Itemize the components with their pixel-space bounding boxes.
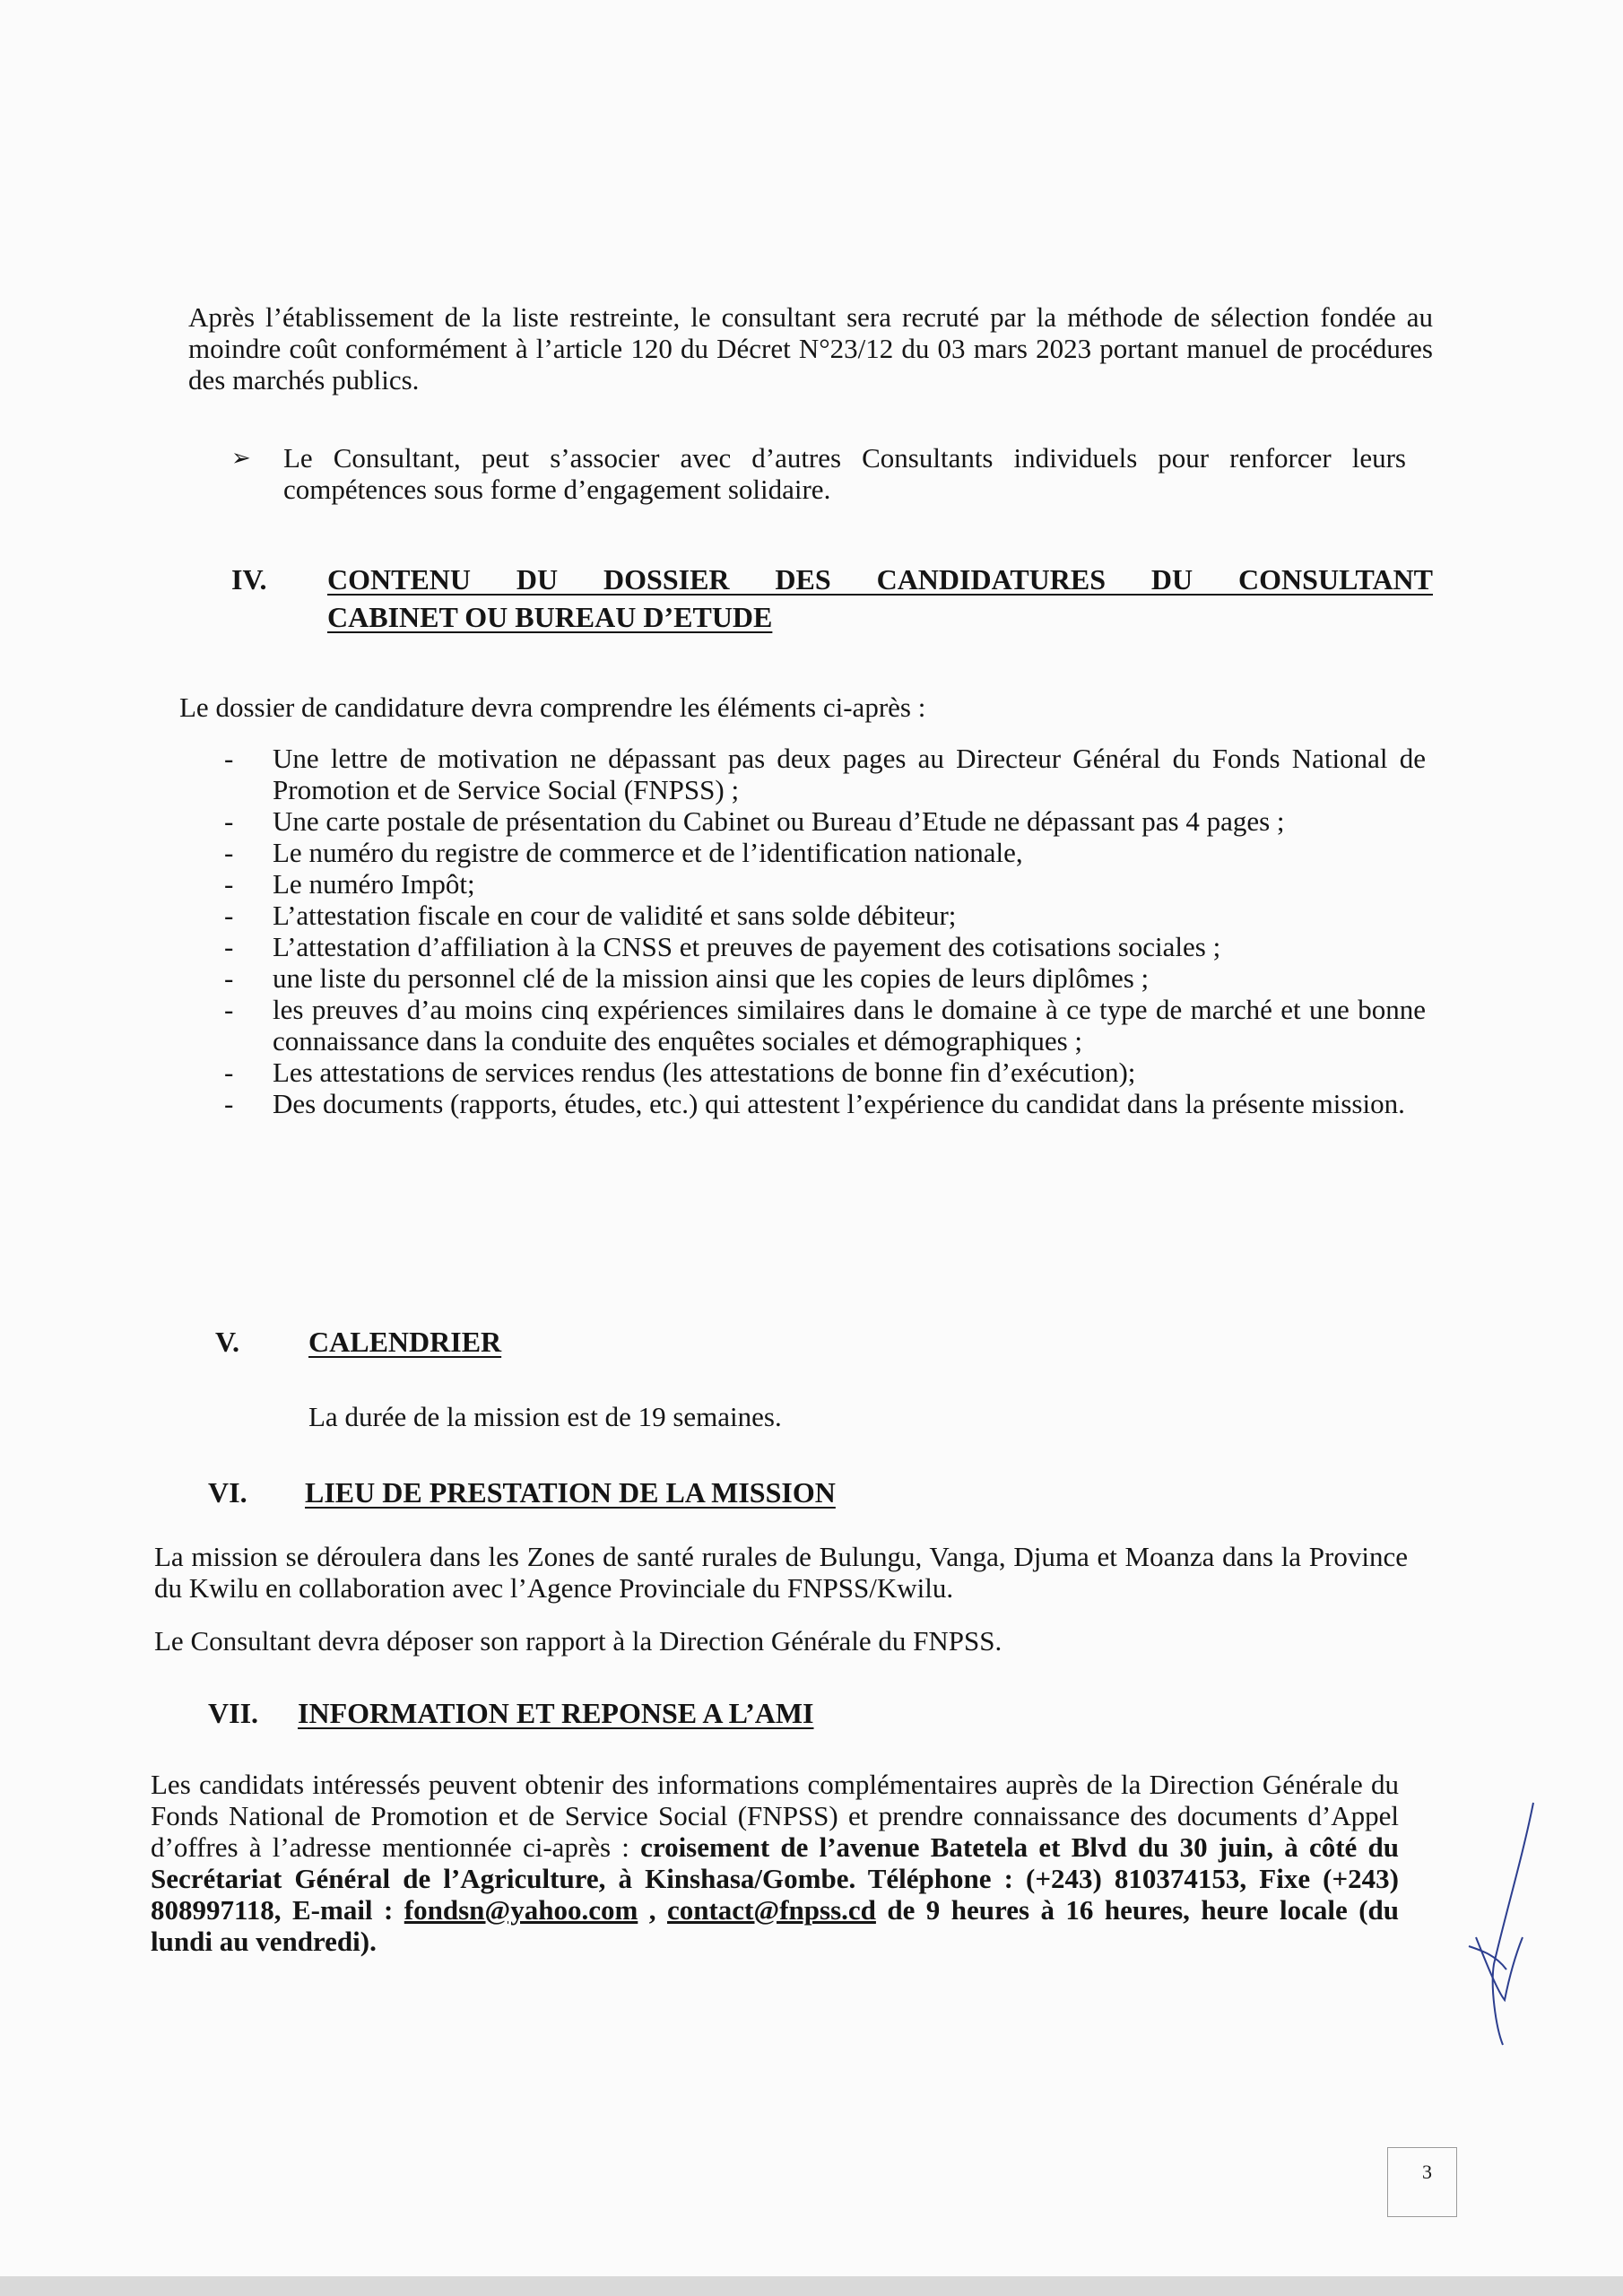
section-vii-text-plain: Les candidats intéressés peuvent obtenir des informations complémentaires auprès de la Direction Générale du Fonds National de Promotion et de Service Social (FNPSS) et prendre connaissance des documents d’Appel d’offres à l’adresse mentionnée ci-après : <box>151 1769 1399 1863</box>
section-vi-text1: La mission se déroulera dans les Zones de santé rurales de Bulungu, Vanga, Djuma et Moanza dans la Province du Kwilu en collaboration avec l’Agence Provinciale du FNPSS/Kwilu. <box>154 1541 1408 1604</box>
email-separator: , <box>648 1894 656 1926</box>
section-vii-hours: de 9 heures à 16 heures, heure locale (du lundi au vendredi). <box>151 1894 1399 1957</box>
list-item: - Les attestations de services rendus (les attestations de bonne fin d’exécution); <box>224 1057 1136 1088</box>
intro-paragraph: Après l’établissement de la liste restreinte, le consultant sera recruté par la méthode de sélection fondée au moindre coût conformément à l’article 120 du Décret N°23/12 du 03 mars 2023 portant manuel de procédures des marchés publics. <box>188 301 1433 396</box>
section-iv-heading <box>231 563 1433 635</box>
section-iv-number: IV. <box>231 563 267 596</box>
list-item: - L’attestation d’affiliation à la CNSS et preuves de payement des cotisations sociales ; <box>224 931 1221 962</box>
section-vii-heading <box>208 1697 1015 1733</box>
section-iv-title-line1: CONTENU DU DOSSIER DES CANDIDATURES DU CONSULTANT <box>327 563 1433 596</box>
handwritten-initials <box>1451 1794 1567 2063</box>
section-iv-title-line2: CABINET OU BUREAU D’ETUDE <box>327 601 773 633</box>
section-v-text: La durée de la mission est de 19 semaines. <box>308 1401 782 1432</box>
page-number-box <box>1387 2147 1457 2217</box>
section-iv-lead: Le dossier de candidature devra comprendre les éléments ci-après : <box>179 691 926 723</box>
section-v-number: V. <box>215 1326 239 1358</box>
section-vi-number: VI. <box>208 1476 247 1509</box>
email-link-yahoo[interactable]: fondsn@yahoo.com <box>404 1894 638 1926</box>
association-text: Le Consultant, peut s’associer avec d’autres Consultants individuels pour renforcer leurs compétences sous forme d’engagement solidaire. <box>283 442 1406 505</box>
arrow-bullet-icon: ➢ <box>231 445 251 471</box>
list-item: - Le numéro du registre de commerce et de l’identification nationale, <box>224 837 1023 868</box>
section-vi-text2: Le Consultant devra déposer son rapport à la Direction Générale du FNPSS. <box>154 1625 1002 1657</box>
list-item: - les preuves d’au moins cinq expériences similaires dans le domaine à ce type de marché et une bonne connaissance dans la conduite des enquêtes sociales et démographiques ; <box>224 994 1426 1057</box>
list-item: - L’attestation fiscale en cour de validité et sans solde débiteur; <box>224 900 957 931</box>
section-vii-title: INFORMATION ET REPONSE A L’AMI <box>298 1697 814 1729</box>
list-item: - Une carte postale de présentation du Cabinet ou Bureau d’Etude ne dépassant pas 4 pages ; <box>224 805 1285 837</box>
section-v-heading <box>215 1326 933 1361</box>
scan-bottom-edge <box>0 2276 1623 2296</box>
list-item: - Des documents (rapports, études, etc.) qui attestent l’expérience du candidat dans la présente mission. <box>224 1088 1405 1119</box>
list-item: - Le numéro Impôt; <box>224 868 475 900</box>
section-vii-address: croisement de l’avenue Batetela et Blvd du 30 juin, à côté du Secrétariat Général de l’Agriculture, à Kinshasa/Gombe. Téléphone : (+243) 810374153, Fixe (+243) 808997118, E-mail : <box>151 1831 1399 1926</box>
page-number: 3 <box>1422 2161 1432 2183</box>
section-vii-text <box>151 1769 1399 1957</box>
email-link-fnpss[interactable]: contact@fnpss.cd <box>666 1894 876 1926</box>
section-vi-title: LIEU DE PRESTATION DE LA MISSION <box>305 1476 836 1509</box>
section-vii-number: VII. <box>208 1697 259 1729</box>
document-requirements-list <box>215 743 1426 1119</box>
association-item <box>231 442 1406 509</box>
section-v-title: CALENDRIER <box>308 1326 502 1358</box>
list-item: - Une lettre de motivation ne dépassant pas deux pages au Directeur Général du Fonds National de Promotion et de Service Social (FNPSS) ; <box>224 743 1426 805</box>
section-vi-heading <box>208 1476 1015 1512</box>
list-item: - une liste du personnel clé de la mission ainsi que les copies de leurs diplômes ; <box>224 962 1150 994</box>
